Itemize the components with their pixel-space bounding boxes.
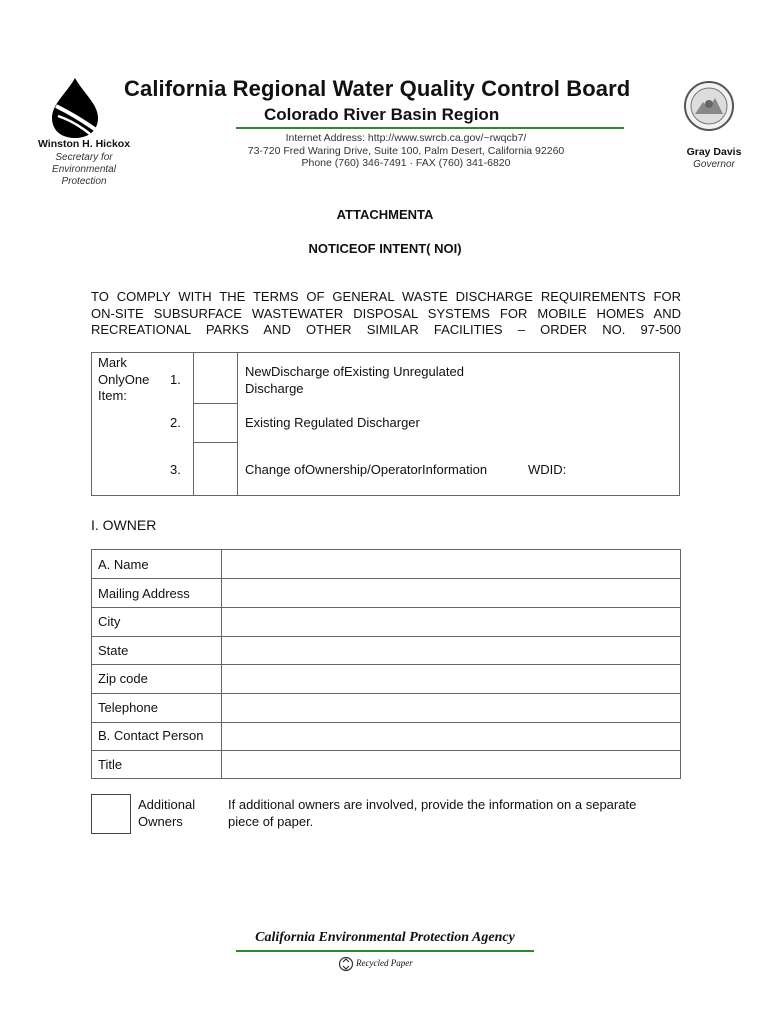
option-1-number: 1.: [170, 372, 181, 387]
water-drop-logo-icon: [46, 76, 104, 140]
checkbox-column-right-border: [237, 352, 238, 496]
governor-role: Governor: [693, 159, 735, 170]
board-title: California Regional Water Quality Control Board: [124, 76, 631, 101]
phone-fax: Phone (760) 346-7491 · FAX (760) 341-6820: [301, 157, 511, 169]
owner-contact-person-field[interactable]: [222, 723, 680, 750]
owner-row-label-telephone: Telephone: [98, 700, 158, 715]
additional-owners-note: If additional owners are involved, provide the information on a separate piece of paper.: [228, 797, 637, 829]
secretary-role: Secretary for Environmental Protection: [52, 152, 116, 187]
owner-mailing-address-field[interactable]: [222, 579, 680, 607]
option-2-checkbox[interactable]: [194, 404, 237, 442]
owner-zip-code-field[interactable]: [222, 665, 680, 693]
owner-row-label-state: State: [98, 643, 129, 658]
option-1-checkbox[interactable]: [194, 353, 237, 403]
option-3-label: Change ofOwnership/OperatorInformation: [245, 462, 488, 477]
owner-state-field[interactable]: [222, 637, 680, 664]
footer-divider: [236, 950, 534, 952]
mark-only-one-label: Mark OnlyOne Item:: [98, 355, 150, 403]
owner-row-label-name: A. Name: [98, 557, 149, 572]
header-divider: [236, 127, 624, 129]
notice-heading: NOTICEOF INTENT( NOI): [308, 241, 462, 256]
option-2-number: 2.: [170, 415, 181, 430]
attachment-heading: ATTACHMENTA: [336, 207, 434, 222]
wdid-label: WDID:: [528, 462, 567, 477]
owner-title-field[interactable]: [222, 751, 680, 778]
state-seal-icon: [683, 80, 735, 132]
governor-name: Gray Davis: [686, 146, 742, 158]
option-2-label: Existing Regulated Discharger: [245, 415, 420, 430]
additional-owners-label: Additional Owners: [138, 797, 196, 829]
owner-row-label-mailing-address: Mailing Address: [98, 586, 190, 601]
option-3-number: 3.: [170, 462, 181, 477]
option-1-label: NewDischarge ofExisting Unregulated Discharge: [245, 364, 464, 396]
owner-row-label-city: City: [98, 614, 121, 629]
owner-row-label-title: Title: [98, 757, 123, 772]
owner-row-label-contact-person: B. Contact Person: [98, 728, 204, 743]
recycle-icon: [338, 956, 354, 972]
owner-section-title: I. OWNER: [91, 517, 157, 533]
contact-info: [206, 132, 606, 170]
owner-row-label-zip-code: Zip code: [98, 671, 148, 686]
internet-address: Internet Address: http://www.swrcb.ca.gov/~rwqcb7/: [285, 132, 527, 144]
region-title: Colorado River Basin Region: [264, 105, 500, 124]
agency-footer: California Environmental Protection Agency: [255, 930, 515, 945]
owner-telephone-field[interactable]: [222, 694, 680, 722]
owner-name-field[interactable]: [222, 550, 680, 578]
additional-owners-checkbox[interactable]: [91, 794, 131, 834]
recycled-paper-label: Recycled Paper: [356, 958, 413, 968]
secretary-name: Winston H. Hickox: [37, 138, 131, 150]
option-3-checkbox[interactable]: [194, 443, 237, 495]
intro-paragraph: TO COMPLY WITH THE TERMS OF GENERAL WASTE DISCHARGE REQUIREMENTS FOR ON-SITE SUBSURFACE WASTEWATER DISPOSAL SYSTEMS FOR MOBILE HOMES AND RECREATIONAL PARKS AND OTHER SIMILAR FACILITIES – ORDER NO. 97-500: [91, 289, 681, 337]
owner-city-field[interactable]: [222, 608, 680, 636]
street-address: 73-720 Fred Waring Drive, Suite 100, Palm Desert, California 92260: [247, 144, 565, 157]
